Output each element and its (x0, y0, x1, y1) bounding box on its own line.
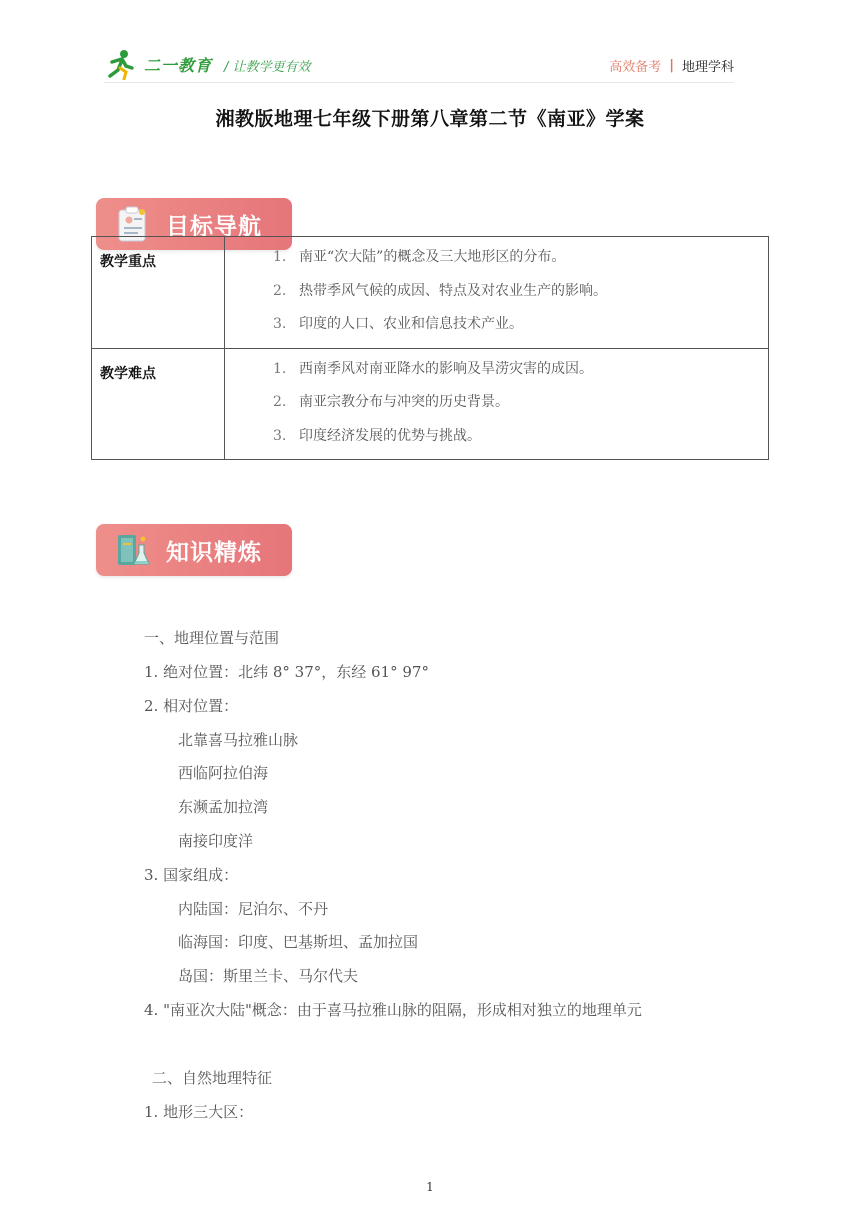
header-divider (104, 82, 734, 83)
runner-logo-icon (104, 48, 136, 80)
badge-label: 知识精炼 (166, 539, 262, 566)
brand-logo (104, 48, 212, 80)
page-number: 1 (426, 1180, 434, 1194)
item-text: 印度经济发展的优势与挑战。 (299, 427, 481, 444)
header-tag-exam: 高效备考 (609, 60, 662, 75)
body-line-indented: 内陆国：尼泊尔、不丹 (178, 900, 329, 918)
item-number: 2. (273, 394, 287, 410)
row-items (225, 348, 769, 460)
body-line-indented: 北靠喜马拉雅山脉 (178, 731, 299, 749)
section-badge-knowledge (96, 524, 292, 576)
header-separator: | (669, 58, 674, 73)
item-number: 3. (273, 427, 287, 444)
body-line: 1. 地形三大区： (144, 1103, 254, 1121)
document-title: 湘教版地理七年级下册第八章第二节《南亚》学案 (215, 108, 645, 130)
body-line: 2. 相对位置： (144, 697, 239, 715)
header-tags (609, 56, 734, 75)
list-item (273, 386, 768, 420)
teaching-objectives-table (91, 236, 769, 460)
item-number: 1. (273, 360, 287, 377)
body-line-indented: 南接印度洋 (178, 832, 254, 850)
badge-label: 目标导航 (166, 213, 262, 240)
body-line: 1. 绝对位置：北纬 8° 37°，东经 61° 97° (144, 663, 429, 681)
table-row (92, 237, 769, 349)
section-heading: 一、地理位置与范围 (144, 629, 280, 647)
table-row (92, 348, 769, 460)
item-number: 2. (273, 282, 287, 299)
section-heading: 二、自然地理特征 (152, 1069, 273, 1087)
item-number: 3. (273, 316, 287, 332)
row-items (225, 237, 769, 349)
item-number: 1. (273, 249, 287, 265)
item-text: 印度的人口、农业和信息技术产业。 (299, 316, 523, 332)
body-line-indented: 临海国：印度、巴基斯坦、孟加拉国 (178, 933, 419, 951)
body-line: 4. "南亚次大陆"概念：由于喜马拉雅山脉的阻隔，形成相对独立的地理单元 (144, 1001, 642, 1019)
header-tag-subject: 地理学科 (681, 60, 734, 75)
body-line-indented: 东濒孟加拉湾 (178, 798, 269, 816)
list-item (273, 420, 768, 454)
body-line-indented: 岛国：斯里兰卡、马尔代夫 (178, 967, 359, 985)
row-label: 教学难点 (92, 348, 225, 460)
item-text: 热带季风气候的成因、特点及对农业生产的影响。 (299, 282, 607, 299)
row-label: 教学重点 (92, 237, 225, 349)
list-item (273, 241, 768, 275)
body-line: 3. 国家组成： (144, 866, 239, 884)
book-flask-icon (116, 531, 150, 569)
logo-text: 二一教育 (144, 55, 213, 75)
list-item (273, 353, 768, 387)
item-text: 南亚宗教分布与冲突的历史背景。 (299, 394, 509, 410)
item-text: 西南季风对南亚降水的影响及旱涝灾害的成因。 (299, 360, 593, 377)
body-line-indented: 西临阿拉伯海 (178, 764, 269, 782)
slogan: / 让教学更有效 (224, 60, 311, 75)
item-text: 南亚“次大陆”的概念及三大地形区的分布。 (299, 249, 566, 265)
list-item (273, 308, 768, 342)
list-item (273, 275, 768, 309)
